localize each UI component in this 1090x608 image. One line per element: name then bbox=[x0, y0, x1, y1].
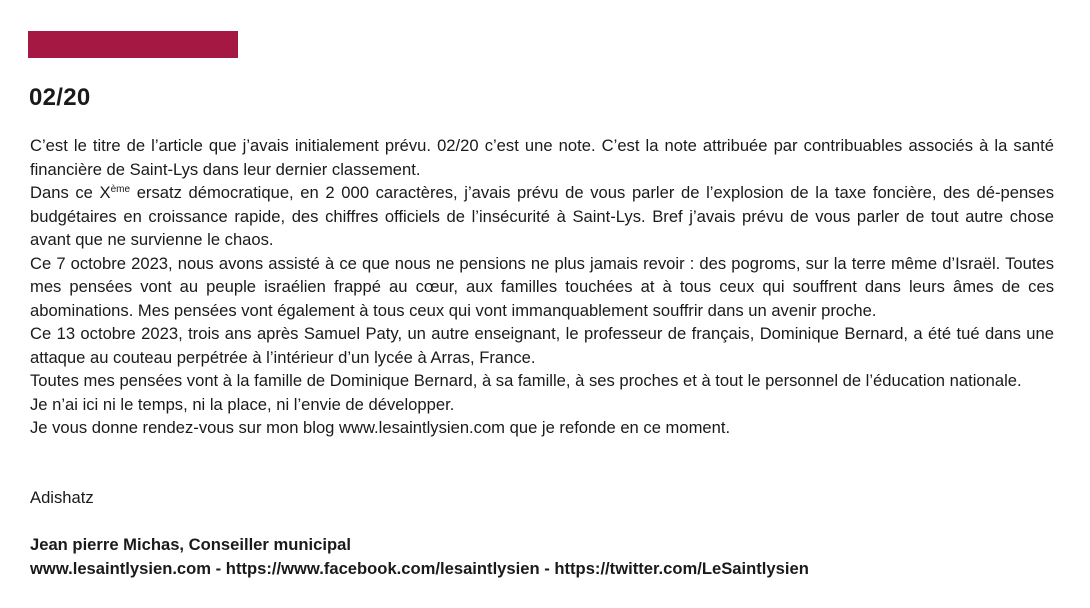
signature-block bbox=[30, 533, 809, 581]
accent-bar bbox=[28, 31, 238, 58]
paragraph-topics bbox=[30, 181, 1054, 252]
paragraph-no-space: Je n’ai ici ni le temps, ni la place, ni l’envie de développer. bbox=[30, 394, 455, 414]
paragraph-october-7: Ce 7 octobre 2023, nous avons assisté à ce que nous ne pensions ne plus jamais revoir : des pogroms, sur la terre même d’Israël. Toutes mes pensées vont au peuple israélien frappé au cœur, aux familles touchées at à tous ceux qui souffrent dans leurs âmes de ces abominations. Mes pensées vont également à tous ceux qui vont immanquablement souffrir dans un avenir proche. bbox=[30, 253, 1054, 320]
paragraph-intro: C’est le titre de l’article que j’avais initialement prévu. 02/20 c’est une note. C’est la note attribuée par contribuables associés à la santé financière de Saint-Lys dans leur dernier classement. bbox=[30, 136, 1054, 179]
superscript-eme: ème bbox=[110, 184, 131, 195]
signoff: Adishatz bbox=[30, 488, 94, 507]
signature-links: www.lesaintlysien.com - https://www.facebook.com/lesaintlysien - https://twitter.com/LeSaintlysien bbox=[30, 559, 809, 578]
paragraph-topics-rest: ersatz démocratique, en 2 000 caractères, j’avais prévu de vous parler de l’explosion de la taxe foncière, des dé-penses budgétaires en croissance rapide, des chiffres officiels de l’insécurité à Saint-Lys. Bref j’avais prévu de vous parler de tout autre chose avant que ne survienne le chaos. bbox=[30, 183, 1054, 249]
paragraph-blog: Je vous donne rendez-vous sur mon blog www.lesaintlysien.com que je refonde en ce moment. bbox=[30, 418, 731, 437]
article-title: 02/20 bbox=[29, 84, 91, 111]
paragraph-topics-start: Dans ce X bbox=[30, 183, 111, 202]
article-body bbox=[30, 134, 1054, 440]
paragraph-tribute: Toutes mes pensées vont à la famille de Dominique Bernard, à sa famille, à ses proches et à tout le personnel de l’éducation nationale. bbox=[30, 371, 1022, 390]
signature-name: Jean pierre Michas, Conseiller municipal bbox=[30, 535, 351, 554]
paragraph-october-13: Ce 13 octobre 2023, trois ans après Samuel Paty, un autre enseignant, le professeur de français, Dominique Bernard, a été tué dans une attaque au couteau perpétrée à l’intérieur d’un lycée à Arras, France. bbox=[30, 324, 1054, 367]
